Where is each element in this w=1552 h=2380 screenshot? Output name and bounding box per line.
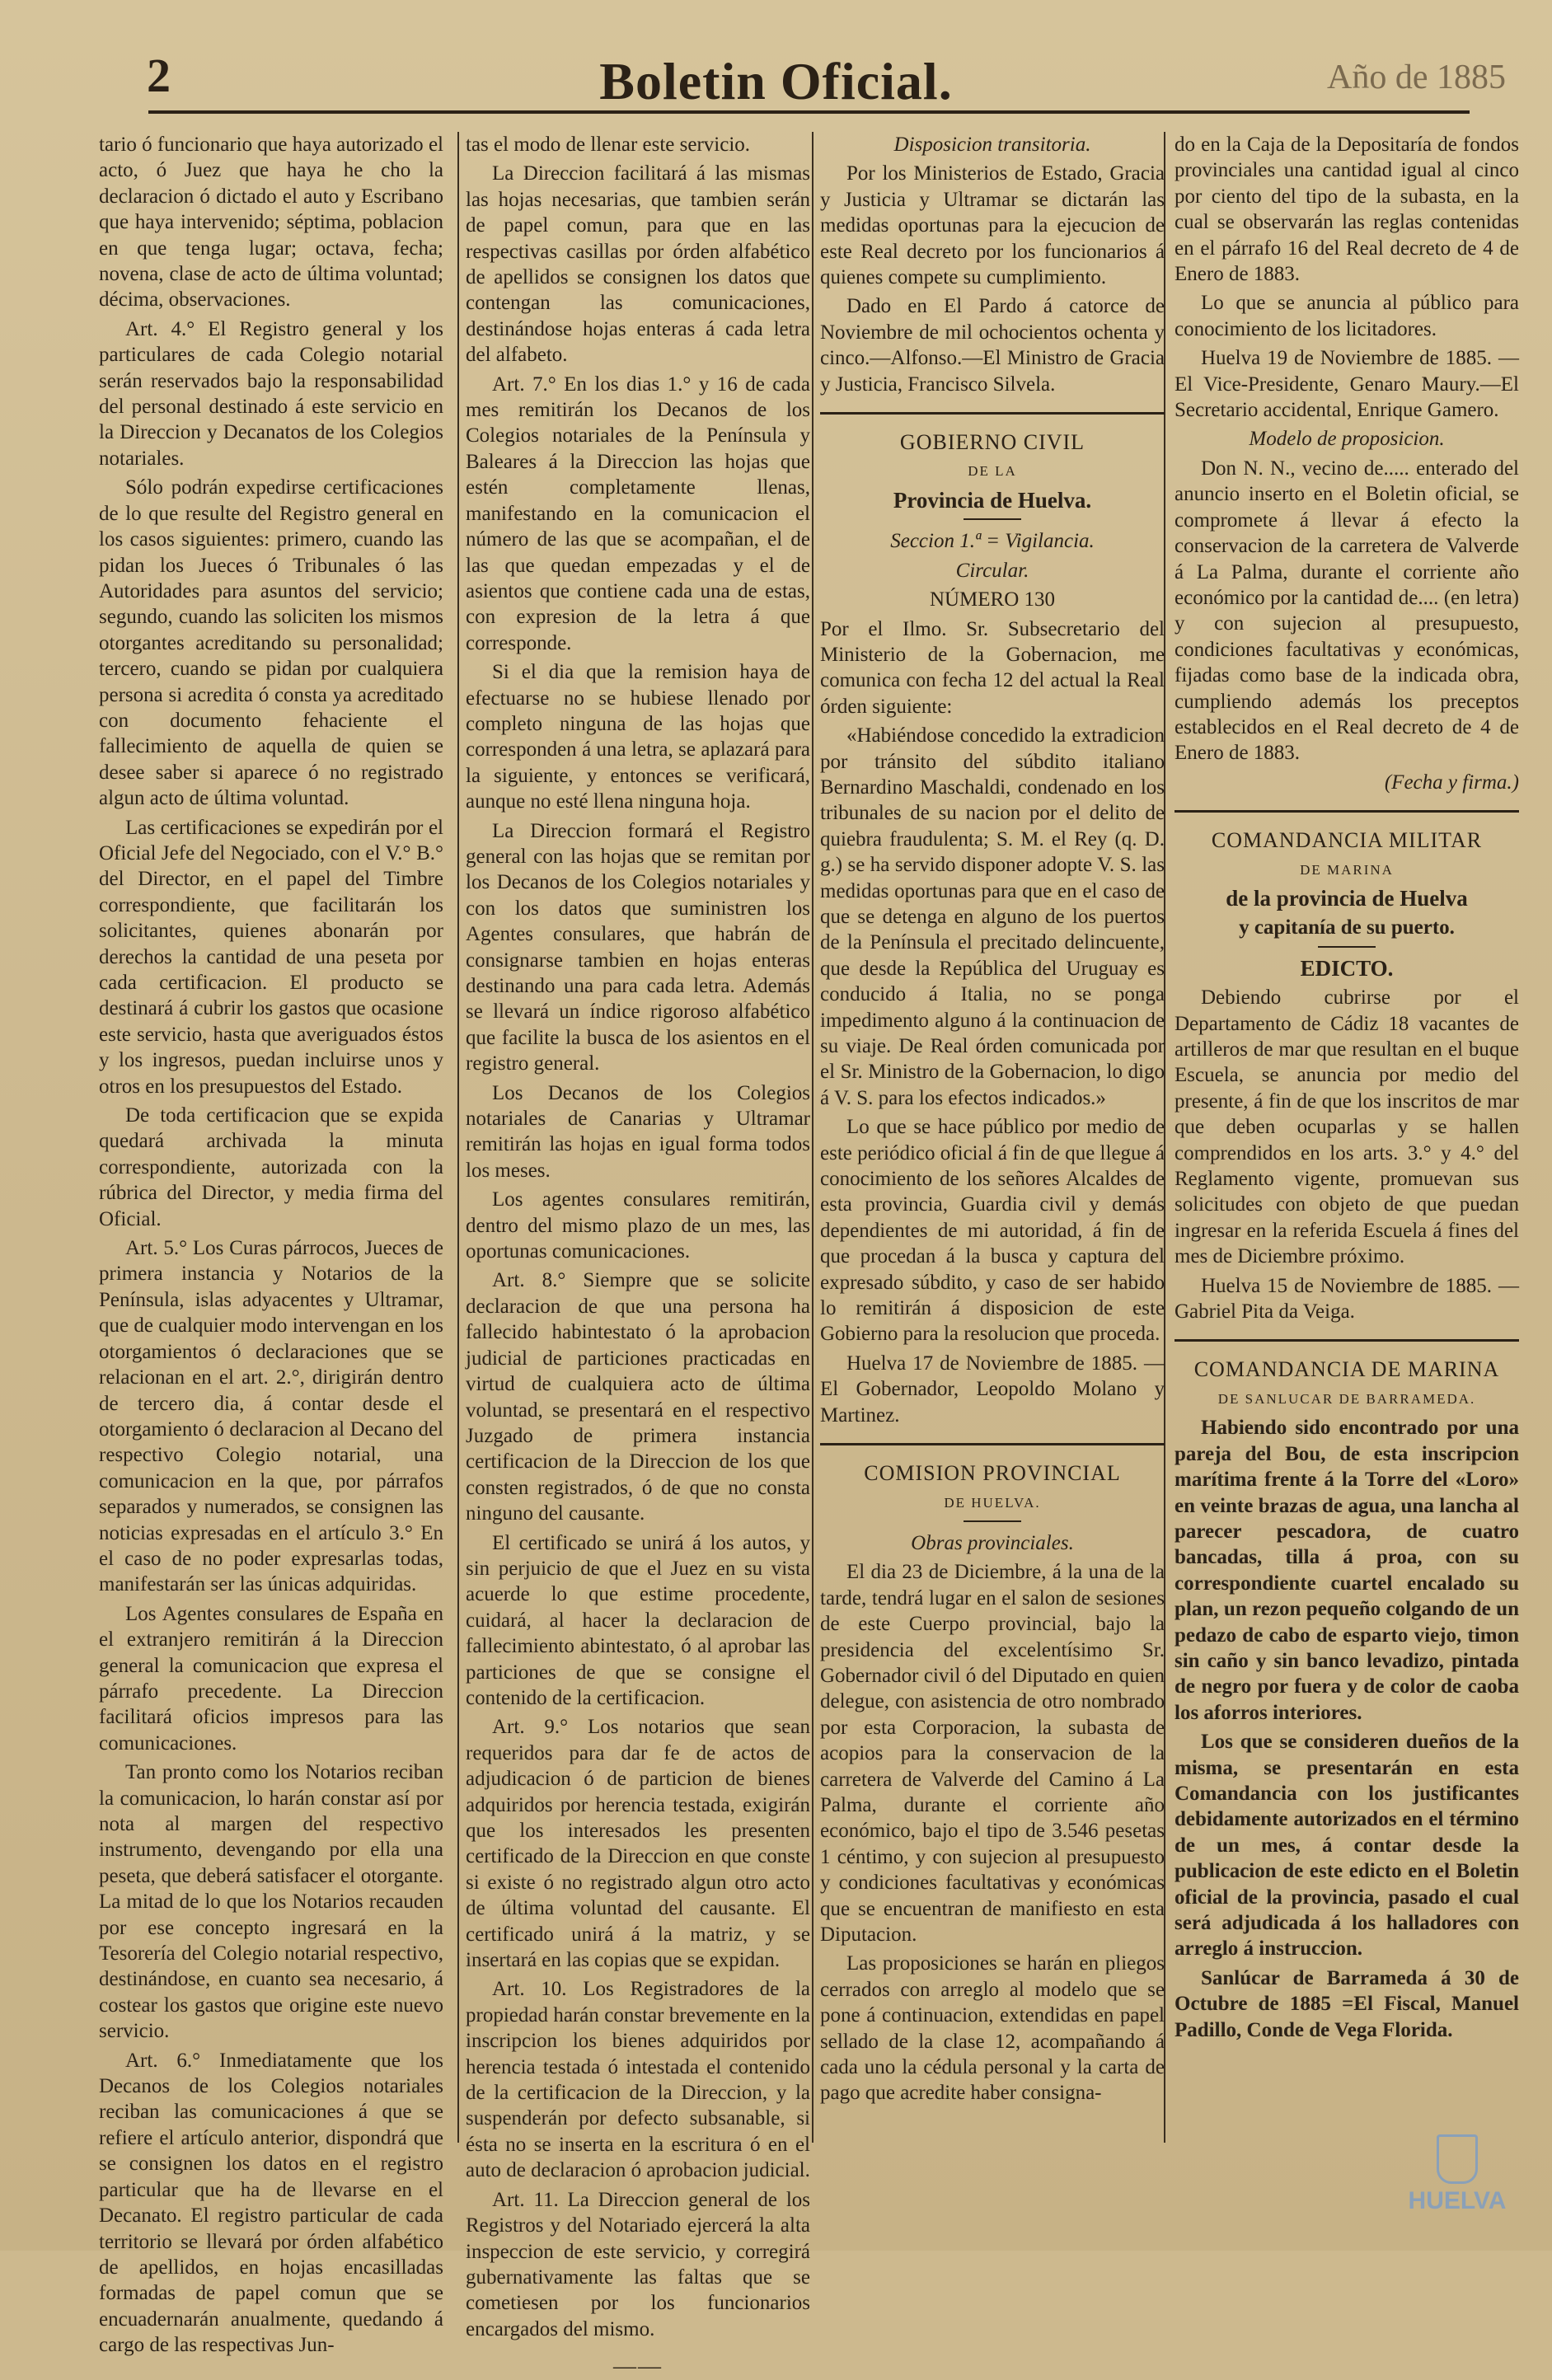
paragraph: El certificado se unirá á los autos, y sin perjuicio de que el Juez en su vista acuerde lo que estime procedente, cuidará, al hacer la declaracion de fallecimiento abintestato, ó al aprobar las particiones de que se consigne el contenido de la certificacion. <box>466 1531 810 1709</box>
paragraph: Los agentes consulares remitirán, dentro del mismo plazo de un mes, las oportunas comunicaciones. <box>466 1188 810 1263</box>
faded-year: Año de 1885 <box>1327 59 1506 96</box>
short-rule <box>1318 946 1376 948</box>
column-3 <box>820 132 1165 2192</box>
end-dash: —— <box>613 2354 663 2380</box>
paragraph: Sólo podrán expedirse certificaciones de lo que resulte del Registro general en los casos siguientes: primero, cuando las pidan los Jueces ó Tribunales ó las Autoridades para asuntos del servicio; segundo, cuando las soliciten los mismos otorgantes acreditando su personalidad; tercero, cuando se pidan por cualquiera persona si acredita ó consta ya acreditado con documento fehaciente el fallecimiento de aquella de quien se desee saber si aparece ó no registrado algun acto de última voluntad. <box>99 476 443 810</box>
paragraph: Las proposiciones se harán en pliegos cerrados con arreglo al modelo que se pone á continuacion, extendidas en papel sellado de la clase 12, acompañando á cada uno la cédula personal y la carta de pago que acredite haber consigna- <box>820 1952 1165 2105</box>
paragraph: Debiendo cubrirse por el Departamento de Cádiz 18 vacantes de artilleros de mar que resultan en el buque Escuela, se anuncia por medio del presente, á fin de que los inscritos de mar que deben ocuparlas y se hallen comprendidos en los arts. 3.° y 4.° del Reglamento vigente, promuevan sus solicitudes con objeto de que puedan ingresar en la referida Escuela á fines del mes de Diciembre próximo. <box>1175 986 1519 1268</box>
column-4 <box>1175 132 1519 2192</box>
paragraph: Dado en El Pardo á catorce de Noviembre de mil ochocientos ochenta y cinco.—Alfonso.—El Ministro de Gracia y Justicia, Francisco Silvela. <box>820 295 1165 396</box>
paragraph: Sanlúcar de Barrameda á 30 de Octubre de 1885 =El Fiscal, Manuel Padillo, Conde de Vega Florida. <box>1175 1966 1519 2041</box>
paragraph: tas el modo de llenar este servicio. <box>466 134 751 156</box>
watermark-text: HUELVA <box>1408 2187 1507 2214</box>
header-rule <box>148 110 1470 114</box>
section-subtitle: y capitanía de su puerto. <box>1239 916 1455 939</box>
paragraph: Art. 4.° El Registro general y los particulares de cada Colegio notarial serán reservados bajo la responsabilidad del personal destinado á este servicio en la Direccion y Decanatos de los Colegios notariales. <box>99 317 443 470</box>
section-title: COMISION PROVINCIAL <box>864 1461 1121 1486</box>
section-subtitle: DE MARINA <box>1300 861 1394 878</box>
paragraph: Si el dia que la remision haya de efectuarse no se hubiese llenado por completo ninguna de las hojas que corresponden á una letra, se aplazará para la siguiente, y entonces se verificará, aunque no esté llena ninguna hoja. <box>466 661 810 813</box>
section-title: COMANDANCIA MILITAR <box>1211 828 1483 853</box>
column-1 <box>99 132 443 2357</box>
short-rule <box>964 1520 1021 1522</box>
paragraph: Art. 6.° Inmediatamente que los Decanos de los Colegios notariales reciban las comunicaciones á que se refiere el artículo anterior, dispondrá que se consignen los datos en el registro particular que ha de llevarse en el Decanato. El registro particular de cada territorio se llevará por órden alfabético de apellidos, en hojas encasilladas formadas de papel comun que se encuadernarán anualmente, quedando á cargo de las respectivas Jun- <box>99 2049 443 2357</box>
section-number: NÚMERO 130 <box>929 588 1056 611</box>
archive-watermark <box>1387 2134 1527 2233</box>
paragraph: Art. 5.° Los Curas párrocos, Jueces de primera instancia y Notarios de la Península, islas adyacentes y Ultramar, que de cualquier modo intervengan en los otorgamientos ó declaraciones que se relacionan en el art. 2.°, dirigirán dentro de tercero dia, á contar desde el otorgamiento ó declaracion al Decano del respectivo Colegio notarial, una comunicacion en la que, por párrafos separados y numerados, se consignen las noticias expresadas en el artículo 3.° En el caso de no poder expresarlas todas, manifestarán ser las únicas adquiridas. <box>99 1237 443 1596</box>
paragraph: Por el Ilmo. Sr. Subsecretario del Ministerio de la Gobernacion, me comunica con fecha 12 del actual la Real órden siguiente: <box>820 617 1165 718</box>
paragraph: El dia 23 de Diciembre, á la una de la tarde, tendrá lugar en el salon de sesiones de este Cuerpo provincial, bajo la presidencia del excelentísimo Sr. Gobernador civil ó del Diputado en quien delegue, con asistencia de otro nombrado por esta Corporacion, la subasta de acopios para la conservacion de la carretera de Valverde del Camino á La Palma, durante el corriente año económico, bajo el tipo de 3.546 pesetas 1 céntimo, y con sujecion al presupuesto y condiciones facultativas y económicas que se encuentran de manifiesto en esta Diputacion. <box>820 1561 1165 1946</box>
section-rule <box>820 1443 1165 1445</box>
paragraph: tario ó funcionario que haya autorizado el acto, ó Juez que haya he cho la declaracion ó dictado el auto y Escribano que haya intervenido; séptima, poblacion en que tenga lugar; octava, fecha; novena, clase de acto de última voluntad; décima, observaciones. <box>99 134 443 312</box>
paragraph: «Habiéndose concedido la extradicion por tránsito del súbdito italiano Bernardino Maschaldi, condenado en los tribunales de su nacion por el delito de quiebra fraudulenta; S. M. el Rey (q. D. g.) se ha servido disponer adopte V. S. las medidas oportunas para que en el caso de que se detenga en alguno de los puertos de la Península el precitado delincuente, que desde la República del Uruguay es conducido á Italia, no se ponga impedimento alguno á la continuacion de su viaje. De Real órden comunicada por el Sr. Ministro de la Gobernacion, lo digo á V. S. para los efectos indicados.» <box>820 724 1165 1109</box>
masthead-title: Boletin Oficial. <box>599 52 953 110</box>
paragraph: do en la Caja de la Depositaría de fondos provinciales una cantidad igual al cinco por ciento del tipo de la subasta, en la cual se observarán las reglas contenidas en el párrafo 16 del Real decreto de 4 de Enero de 1883. <box>1175 134 1519 286</box>
paragraph: La Direccion formará el Registro general con las hojas que se remitan por los Decanos de los Colegios notariales y con los datos que suministren los Agentes consulares, que habrán de consignarse tambien en hojas enteras destinando una para cada letra. Además se llevará un índice rigoroso alfabético que facilite la busca de los asientos en el registro general. <box>466 819 810 1075</box>
paragraph: Las certificaciones se expedirán por el Oficial Jefe del Negociado, con el V.° B.° del Director, en el papel del Timbre correspondiente, que facilitarán los solicitantes, quienes abonarán por derechos la cantidad de una peseta por cada certificacion. El producto se destinará á cubrir los gastos que ocasione este servicio, hasta que averiguados éstos y los ingresos, puedan incluirse unos y otros en los presupuestos del Estado. <box>99 816 443 1098</box>
section-province: Provincia de Huelva. <box>893 487 1092 513</box>
section-subtitle: DE HUELVA. <box>944 1494 1041 1511</box>
section-rule <box>1175 810 1519 813</box>
short-rule <box>964 518 1021 520</box>
paragraph: Huelva 15 de Noviembre de 1885. —Gabriel Pita da Veiga. <box>1175 1274 1519 1324</box>
signature-line: (Fecha y firma.) <box>1384 771 1519 794</box>
paragraph: Por los Ministerios de Estado, Gracia y Justicia y Ultramar se dictarán las medidas oportunas para la ejecucion de este Real decreto por los funcionarios á quienes compete su cumplimiento. <box>820 162 1165 289</box>
section-rule <box>820 412 1165 415</box>
column-divider <box>457 132 459 2143</box>
paragraph: Huelva 17 de Noviembre de 1885. —El Gobernador, Leopoldo Molano y Martinez. <box>820 1352 1165 1427</box>
shield-icon <box>1437 2134 1478 2184</box>
section-label: Seccion 1.ª = Vigilancia. <box>890 530 1095 553</box>
paragraph: Art. 11. La Direccion general de los Registros y del Notariado ejercerá la alta inspeccion de este servicio, y corregirá gubernativamente las faltas que se cometiesen por los funcionarios encargados del mismo. <box>466 2188 810 2340</box>
section-rule <box>1175 1339 1519 1342</box>
section-label: Obras provinciales. <box>911 1531 1074 1554</box>
column-2 <box>466 132 810 2380</box>
edict-title: EDICTO. <box>1300 955 1394 981</box>
paragraph: Los Decanos de los Colegios notariales de Canarias y Ultramar remitirán las hojas en igual forma todos los meses. <box>466 1081 810 1182</box>
paragraph: Art. 7.° En los dias 1.° y 16 de cada mes remitirán los Decanos de los Colegios notariales de la Península y Baleares á la Direccion las hojas que estén completamente llenas, manifestando en la comunicacion el número de las que se acompañan, el de las que quedan empezadas y el de asientos que contiene cada una de estas, con expresion de la letra á que corresponde. <box>466 372 810 654</box>
paragraph: Los Agentes consulares de España en el extranjero remitirán á la Direccion general la comunicacion que expresa el párrafo precedente. La Direccion facilitará oficios impresos para las comunicaciones. <box>99 1602 443 1755</box>
paragraph: Tan pronto como los Notarios reciban la comunicacion, lo harán constar así por nota al margen del respectivo instrumento, devengando por ella una peseta, que deberá satisfacer el otorgante. La mitad de lo que los Notarios recauden por ese concepto ingresará en la Tesorería del Colegio notarial respectivo, destinándose, en cuanto sea necesario, á costear los gastos que origine este nuevo servicio. <box>99 1761 443 2043</box>
paragraph: De toda certificacion que se expida quedará archivada la minuta correspondiente, autorizada con la rúbrica del Director, y media firma del Oficial. <box>99 1104 443 1230</box>
paragraph: Art. 8.° Siempre que se solicite declaracion de que una persona ha fallecido habintestato ó la aprobacion judicial de particiones practicadas en virtud de cualquiera acto de última voluntad, se presentará en el respectivo Juzgado de primera instancia certificacion de la Direccion de los que consten registrados, ó de que no consta ninguno del causante. <box>466 1269 810 1525</box>
column-divider <box>812 132 814 2143</box>
section-title: Disposicion transitoria. <box>893 134 1091 156</box>
paragraph: Lo que se anuncia al público para conocimiento de los licitadores. <box>1175 292 1519 340</box>
section-title: GOBIERNO CIVIL <box>899 430 1085 455</box>
page-number: 2 <box>147 49 171 102</box>
paragraph: Lo que se hace público por medio de este periódico oficial á fin de que llegue á conocimiento de los señores Alcaldes de esta provincia, Guardia civil y demás dependientes de mi autoridad, á fin de que procedan á la busca y captura del expresado súbdito, y caso de ser habido lo remitirán á disposicion de este Gobierno para la resolucion que proceda. <box>820 1116 1165 1346</box>
section-label: Modelo de proposicion. <box>1249 428 1445 451</box>
paragraph: Don N. N., vecino de..... enterado del anuncio inserto en el Boletin oficial, se compromete á llevar á efecto la conservacion de la carretera de Valverde á La Palma, durante el corriente año económico por la cantidad de.... (en letra) y con sujecion al presupuesto, condiciones facultativas y económicas, fijadas como base de la indicada obra, cumpliendo además los preceptos establecidos en el Real decreto de 4 de Enero de 1883. <box>1175 457 1519 765</box>
paragraph: La Direccion facilitará á las mismas las hojas necesarias, que tambien serán de papel comun, para que en las respectivas casillas por órden alfabético de apellidos se consignen los datos que contengan las comunicaciones, destinándose hojas enteras á cada letra del alfabeto. <box>466 162 810 367</box>
paragraph: Art. 10. Los Registradores de la propiedad harán constar brevemente en la inscripcion los bienes adquiridos por herencia testada ó intestada el contenido de la certificacion de la Direccion, y la suspenderán por defecto subsanable, si ésta no se inserta en la escritura ó en el auto de declaracion ó aprobacion judicial. <box>466 1978 810 2182</box>
section-subtitle: DE SANLUCAR DE BARRAMEDA. <box>1217 1390 1476 1407</box>
section-label: Circular. <box>955 559 1029 582</box>
paragraph: Art. 9.° Los notarios que sean requeridos para dar fe de actos de adjudicacion ó de particion de bienes adquiridos por herencia testada, exigirán que los interesados les presenten certificado de la Direccion en que conste si existe ó no registrado algun otro acto de última voluntad del causante. El certificado unirá á la matriz, y se insertará en las copias que se expidan. <box>466 1716 810 1972</box>
paragraph: Los que se consideren dueños de la misma, se presentarán en esta Comandancia con los justificantes debidamente autorizados en el término de un mes, á contar desde la publicacion de este edicto en el Boletin oficial de la provincia, pasado el cual será adjudicada á los halladores con arreglo á instruccion. <box>1175 1731 1519 1961</box>
section-subtitle: DE LA <box>968 463 1017 480</box>
paragraph: Habiendo sido encontrado por una pareja del Bou, de esta inscripcion marítima frente á la Torre del «Loro» en veinte brazas de agua, una lancha al parecer pescadora, de cuatro bancadas, tilla á proa, con su correspondiente cuartel encalado su plan, un rezon pequeño colgando de un pedazo de cabo de esparto viejo, timon sin caño y sin banco levadizo, pintada de negro por fuera y de color de caoba los aforros interiores. <box>1175 1417 1519 1724</box>
section-title: COMANDANCIA DE MARINA <box>1193 1357 1500 1382</box>
section-province: de la provincia de Huelva <box>1226 885 1468 911</box>
paragraph: Huelva 19 de Noviembre de 1885. —El Vice-Presidente, Genaro Maury.—El Secretario accidental, Enrique Gamero. <box>1175 347 1519 422</box>
